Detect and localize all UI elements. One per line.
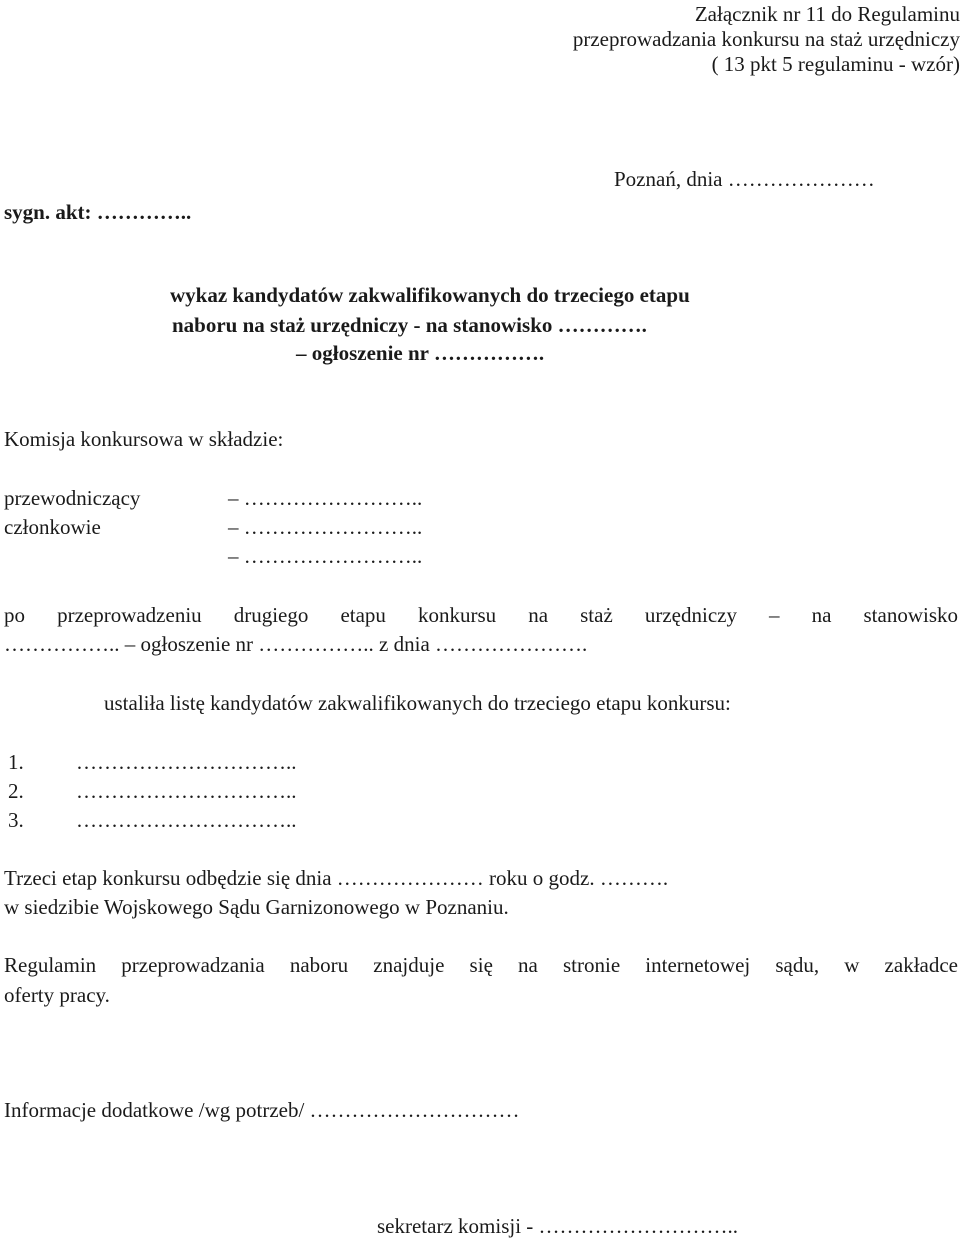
third-stage-date: Trzeci etap konkursu odbędzie się dnia ………………… roku o godz. ………. [4,866,669,890]
attachment-subtitle: przeprowadzania konkursu na staż urzędniczy [572,27,960,51]
title-line-3: – ogłoszenie nr ……………. [296,341,545,365]
title-line-1: wykaz kandydatów zakwalifikowanych do trzeciego etapu [170,283,690,307]
attachment-reference: ( 13 pkt 5 regulaminu - wzór) [711,52,960,76]
second-stage-paragraph-line-2: …………….. – ogłoszenie nr …………….. z dnia …………………. [4,632,588,656]
regulations-line-2: oferty pracy. [4,983,110,1007]
third-stage-location: w siedzibie Wojskowego Sądu Garnizonowego w Poznaniu. [4,895,509,919]
second-stage-paragraph-line-1: po przeprowadzeniu drugiego etapu konkursu na staż urzędniczy – na stanowisko [4,603,958,627]
list-item [8,808,297,833]
case-signature: sygn. akt: ………….. [4,200,192,224]
list-intro: ustaliła listę kandydatów zakwalifikowanych do trzeciego etapu konkursu: [104,691,731,715]
members-label: członkowie [4,515,101,539]
title-line-2: naboru na staż urzędniczy - na stanowisko …………. [172,313,647,337]
chair-label: przewodniczący [4,486,141,510]
list-item [8,779,297,804]
list-item-number: 3. [8,808,24,832]
list-item-value: ………………………….. [76,808,297,832]
list-item-number: 1. [8,750,24,774]
list-item-value: ………………………….. [76,750,297,774]
commission-secretary-signature: sekretarz komisji - ……………………….. [377,1214,739,1238]
list-item-value: ………………………….. [76,779,297,803]
chair-value: – …………………….. [228,486,423,510]
commission-heading: Komisja konkursowa w składzie: [4,427,284,451]
member-1-value: – …………………….. [228,515,423,539]
place-date: Poznań, dnia ………………… [614,167,875,191]
attachment-title: Załącznik nr 11 do Regulaminu [694,2,960,26]
list-item [8,750,297,775]
additional-info: Informacje dodatkowe /wg potrzeb/ ………………………… [4,1098,520,1122]
regulations-line-1: Regulamin przeprowadzania naboru znajduje się na stronie internetowej sądu, w zakładce [4,953,958,977]
list-item-number: 2. [8,779,24,803]
member-2-value: – …………………….. [228,544,423,568]
